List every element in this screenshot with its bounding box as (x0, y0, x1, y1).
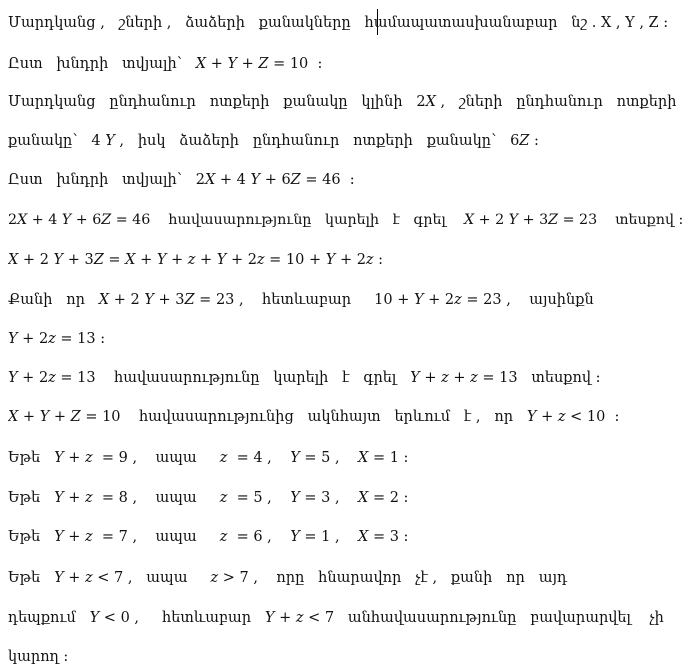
text-line-8: Քանի որ 𝑋 + 2 𝑌 + 3𝑍 = 23 , հետևաբար 10 + 𝑌 + 2𝑧 = 23 , այսինքն (8, 292, 594, 308)
text-line-4: քանակը՝ 4 𝑌 , իսկ ձաձերի ընդհանուր ոտքերի քանակը՝ 6𝑍 : (8, 133, 539, 149)
text-line-7: 𝑋 + 2 𝑌 + 3𝑍 = 𝑋 + 𝑌 + 𝑧 + 𝑌 + 2𝑧 = 10 + 𝑌 + 2𝑧 : (8, 252, 384, 268)
text-line-9: 𝑌 + 2𝑧 = 13 : (8, 331, 106, 347)
text-line-2: Ըստ խնդրի տվյալի՝ 𝑋 + 𝑌 + 𝑍 = 10 : (8, 56, 323, 72)
text-line-10: 𝑌 + 2𝑧 = 13 հավասարությունը կարելի է գրել 𝑌 + 𝑧 + 𝑧 = 13 տեսքով : (8, 370, 601, 386)
text-line-12: Եթե 𝑌 + 𝑧 = 9 , ապա 𝑧 = 4 , 𝑌 = 5 , 𝑋 = 1 : (8, 450, 409, 466)
text-line-1: Մարդկանց , շների , ձաձերի քանակները համապատասխանաբար նշ . X , Y , Z : (8, 15, 669, 31)
text-line-17: կարող : (8, 649, 69, 665)
text-line-6: 2𝑋 + 4 𝑌 + 6𝑍 = 46 հավասարությունը կարելի է գրել 𝑋 + 2 𝑌 + 3𝑍 = 23 տեսքով : (8, 212, 684, 228)
text-line-15: Եթե 𝑌 + 𝑧 < 7 , ապա 𝑧 > 7 , որը հնարավոր չէ , քանի որ այդ (8, 570, 568, 586)
text-line-3: Մարդկանց ընդհանուր ոտքերի քանակը կլինի 2𝑋 , շների ընդհանուր ոտքերի (8, 94, 677, 110)
text-line-5: Ըստ խնդրի տվյալի՝ 2𝑋 + 4 𝑌 + 6𝑍 = 46 : (8, 172, 355, 188)
text-line-11: 𝑋 + 𝑌 + 𝑍 = 10 հավասարությունից ակնհայտ երևում է , որ 𝑌 + 𝑧 < 10 : (8, 409, 620, 425)
text-line-14: Եթե 𝑌 + 𝑧 = 7 , ապա 𝑧 = 6 , 𝑌 = 1 , 𝑋 = 3 : (8, 529, 409, 545)
text-line-16: դեպքում 𝑌 < 0 , հետևաբար 𝑌 + 𝑧 < 7 անհավասարությունը բավարարվել չի (8, 610, 664, 626)
text-line-13: Եթե 𝑌 + 𝑧 = 8 , ապա 𝑧 = 5 , 𝑌 = 3 , 𝑋 = 2 : (8, 490, 409, 506)
